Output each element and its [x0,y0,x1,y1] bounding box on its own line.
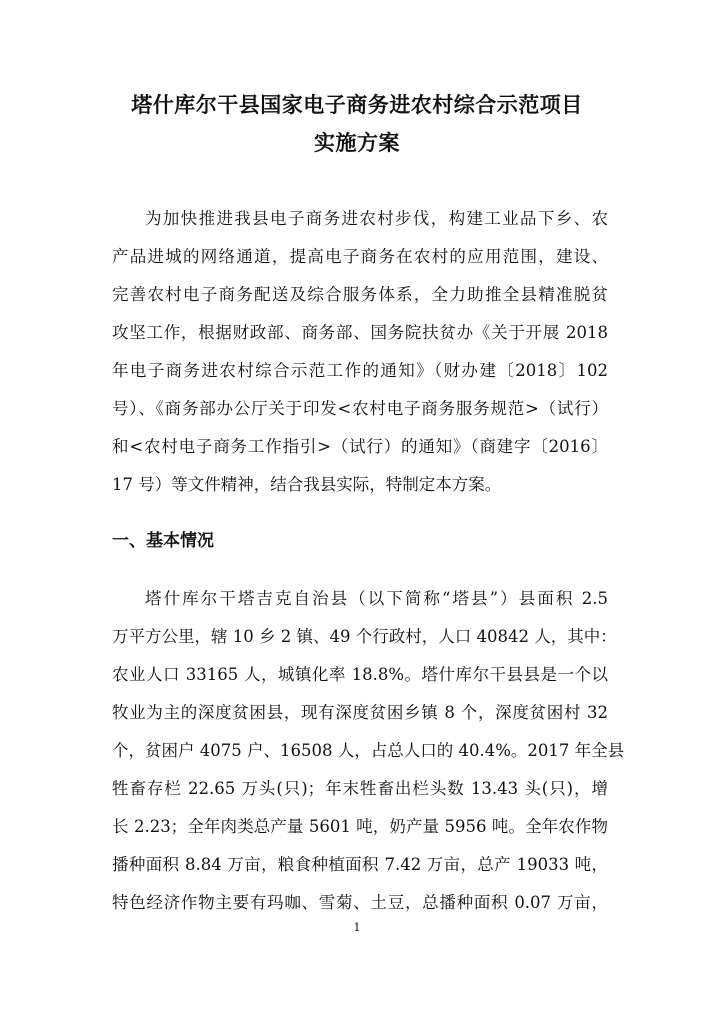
page-number: 1 [353,921,361,934]
paragraph-line: 攻坚工作，根据财政部、商务部、国务院扶贫办《关于开展 2018 [112,323,608,342]
paragraph-line: 个，贫困户 4075 户、16508 人，占总人口的 40.4%。2017 年全县 [112,741,625,760]
paragraph-line: 和<农村电子商务工作指引>（试行）的通知》（商建字〔2016〕 [112,437,608,456]
paragraph-line: 牧业为主的深度贫困县，现有深度贫困乡镇 8 个，深度贫困村 32 [112,703,608,722]
section-1-paragraph [112,589,625,933]
paragraph-line: 年电子商务进农村综合示范工作的通知》（财办建〔2018〕102 [112,361,608,380]
paragraph-line: 播种面积 8.84 万亩，粮食种植面积 7.42 万亩，总产 19033 吨， [112,855,608,874]
section-heading: 一、基本情况 [112,531,214,551]
intro-paragraph [112,211,608,515]
paragraph-line: 产品进城的网络通道，提高电子商务在农村的应用范围，建设、 [112,247,608,266]
document-title-line-1: 塔什库尔干县国家电子商务进农村综合示范项目 [131,93,583,117]
paragraph-line: 为加快推进我县电子商务进农村步伐，构建工业品下乡、农 [145,209,608,228]
paragraph-line: 长 2.23；全年肉类总产量 5601 吨，奶产量 5956 吨。全年农作物 [112,817,608,836]
paragraph-line: 号）、《商务部办公厅关于印发<农村电子商务服务规范>（试行） [112,399,608,418]
paragraph-line: 农业人口 33165 人，城镇化率 18.8%。塔什库尔干县县是一个以 [112,665,608,684]
paragraph-line: 万平方公里，辖 10 乡 2 镇、49 个行政村，人口 40842 人，其中： [112,627,617,646]
paragraph-line: 17 号）等文件精神，结合我县实际，特制定本方案。 [112,475,502,494]
paragraph-line: 牲畜存栏 22.65 万头(只)；年末牲畜出栏头数 13.43 头(只)，增 [112,779,608,798]
paragraph-line: 塔什库尔干塔吉克自治县（以下简称“塔县”）县面积 2.5 [145,589,608,608]
document-title-line-2: 实施方案 [314,131,400,155]
paragraph-line: 完善农村电子商务配送及综合服务体系，全力助推全县精准脱贫 [112,285,608,304]
paragraph-line: 特色经济作物主要有玛咖、雪菊、土豆，总播种面积 0.07 万亩， [112,893,608,912]
